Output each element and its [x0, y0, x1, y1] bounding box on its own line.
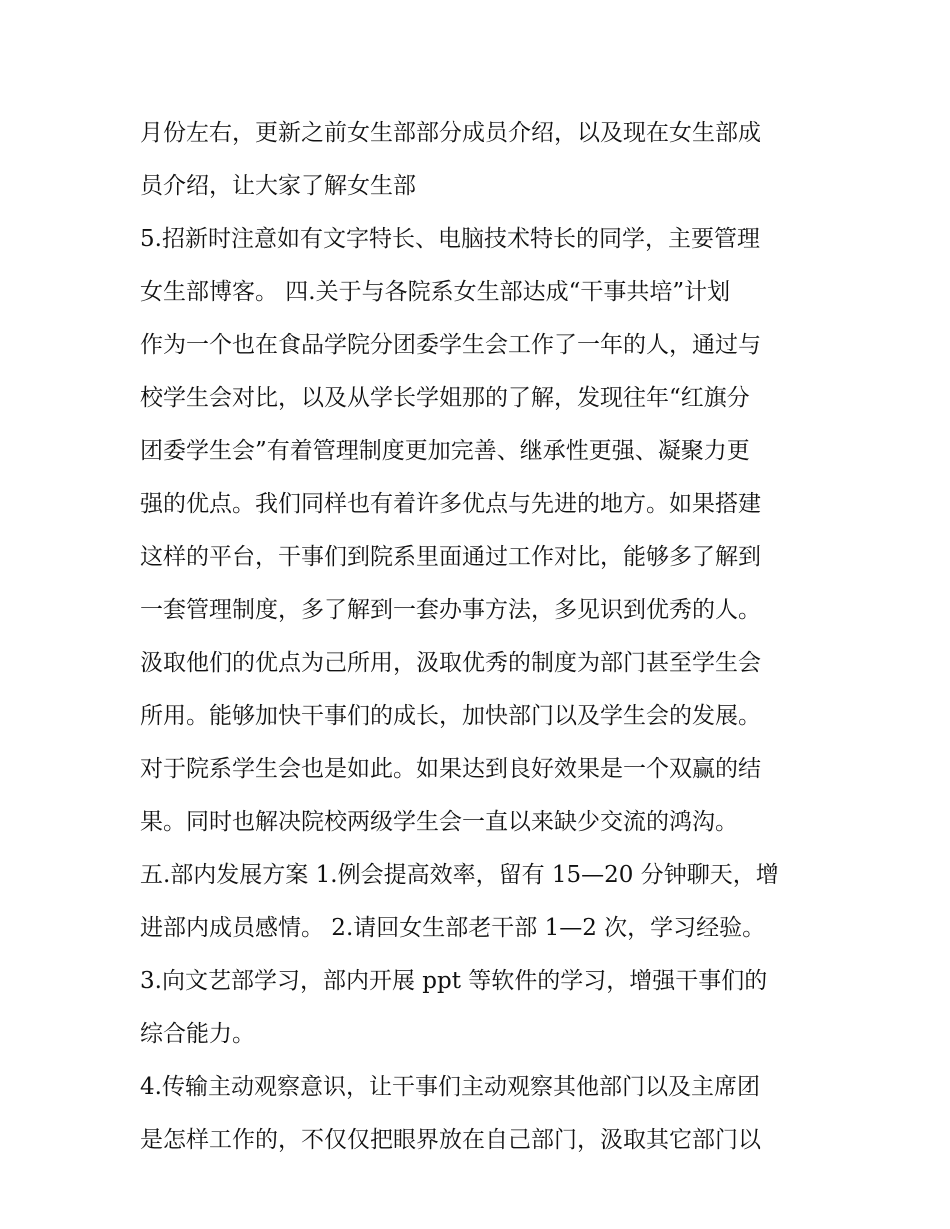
text-line: 综合能力。: [140, 1021, 255, 1047]
text-line: 月份左右，更新之前女生部部分成员介绍，以及现在女生部成: [140, 120, 761, 146]
document-body: [140, 107, 820, 1167]
text-line: 五.部内发展方案 1.例会提高效率，留有 15—20 分钟聊天，增: [140, 862, 779, 888]
text-line: 强的优点。我们同样也有着许多优点与先进的地方。如果搭建: [140, 491, 761, 517]
text-line: 3.向文艺部学习，部内开展 ppt 等软件的学习，增强干事们的: [140, 968, 768, 994]
text-line: 一套管理制度，多了解到一套办事方法，多见识到优秀的人。: [140, 597, 761, 623]
text-line: 所用。能够加快干事们的成长，加快部门以及学生会的发展。: [140, 703, 761, 729]
text-line: 团委学生会”有着管理制度更加完善、继承性更强、凝聚力更: [140, 438, 750, 464]
text-line: 5.招新时注意如有文字特长、电脑技术特长的同学，主要管理: [140, 226, 760, 252]
text-line: 校学生会对比，以及从学长学姐那的了解，发现往年“红旗分: [140, 385, 750, 411]
text-line: 这样的平台，干事们到院系里面通过工作对比，能够多了解到: [140, 544, 761, 570]
text-line: 汲取他们的优点为己所用，汲取优秀的制度为部门甚至学生会: [140, 650, 761, 676]
text-line: 进部内成员感情。 2.请回女生部老干部 1—2 次，学习经验。: [140, 915, 766, 941]
text-line: 员介绍，让大家了解女生部: [140, 173, 416, 199]
text-line: 女生部博客。 四.关于与各院系女生部达成“干事共培”计划: [140, 279, 731, 305]
text-line: 作为一个也在食品学院分团委学生会工作了一年的人，通过与: [140, 332, 761, 358]
text-line: 4.传输主动观察意识，让干事们主动观察其他部门以及主席团: [140, 1074, 760, 1100]
text-line: 对于院系学生会也是如此。如果达到良好效果是一个双赢的结: [140, 756, 761, 782]
text-line: 是怎样工作的，不仅仅把眼界放在自己部门，汲取其它部门以: [140, 1127, 761, 1153]
text-line: 果。同时也解决院校两级学生会一直以来缺少交流的鸿沟。: [140, 809, 738, 835]
